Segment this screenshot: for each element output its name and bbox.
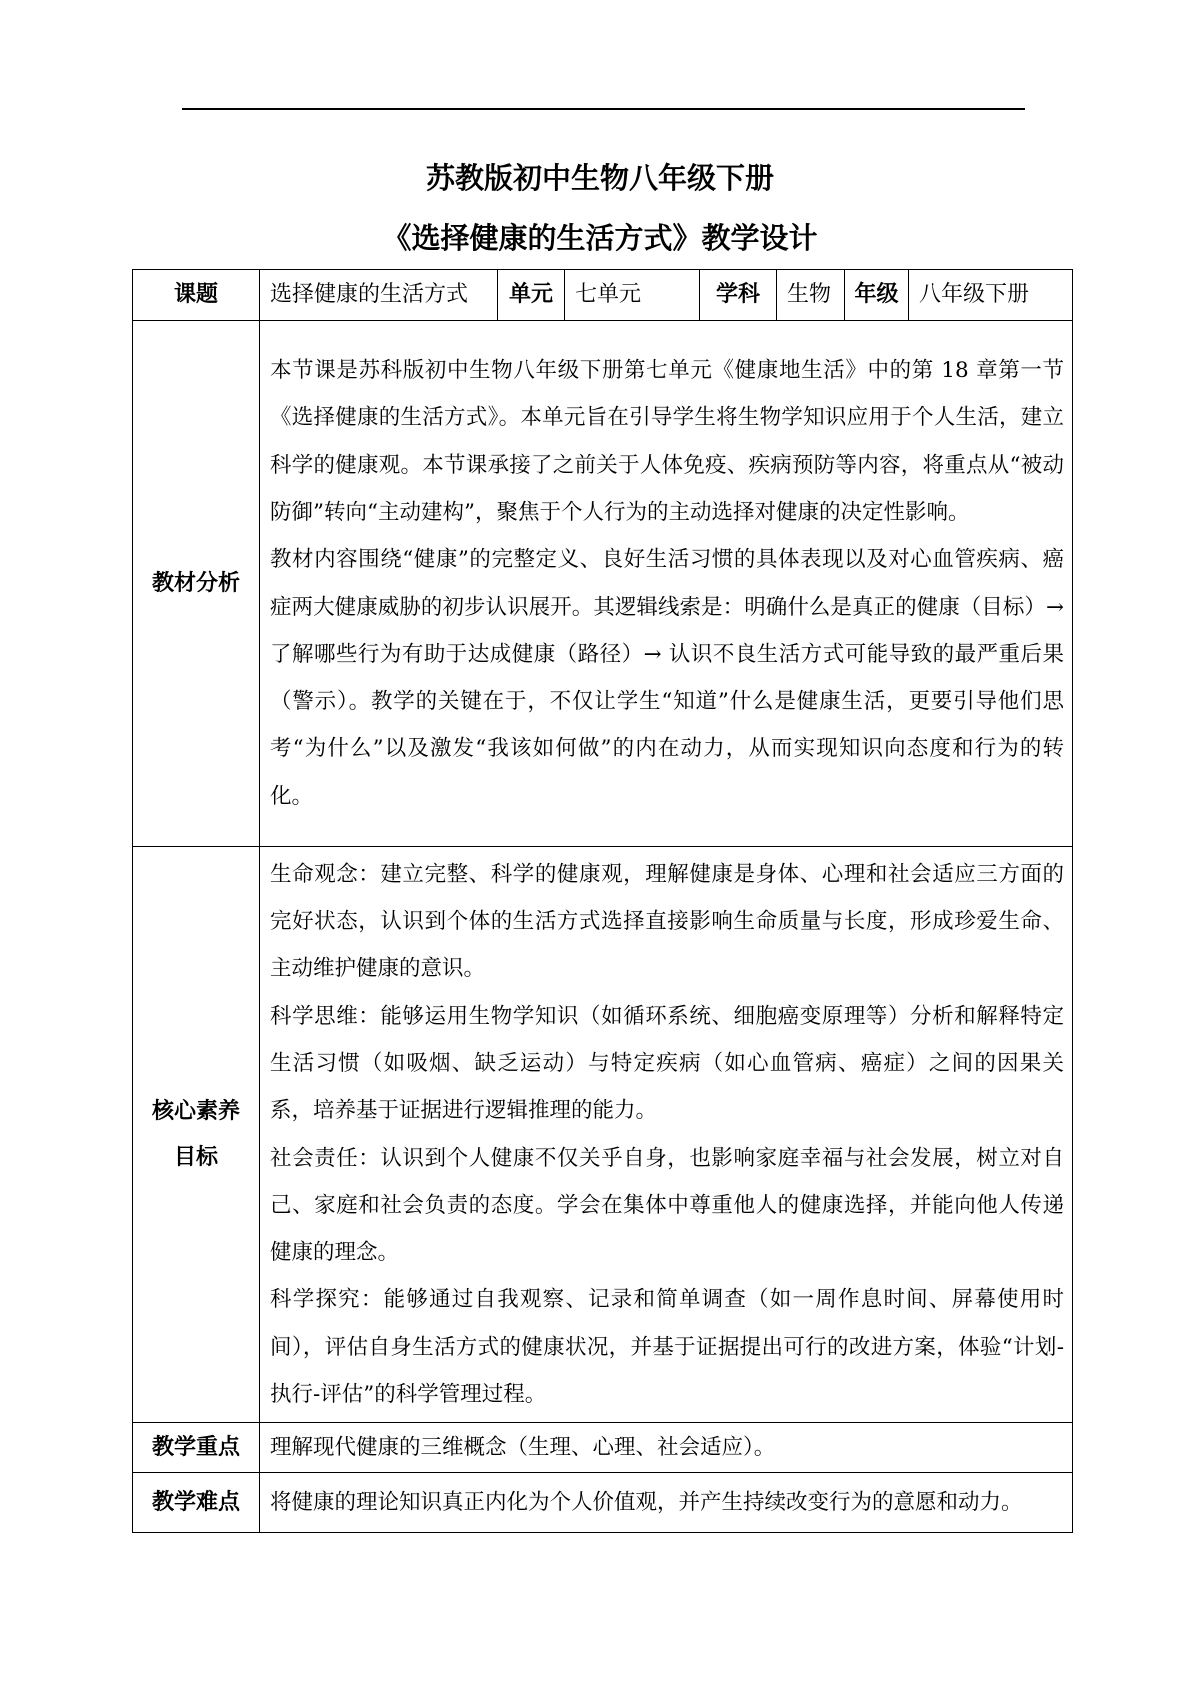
goals-label-line2: 目标 bbox=[173, 1144, 218, 1170]
goals-row bbox=[133, 847, 1073, 1423]
document-title-line1: 苏教版初中生物八年级下册 bbox=[425, 161, 774, 195]
goals-label-line1: 核心素养 bbox=[151, 1098, 240, 1124]
unit-label: 单元 bbox=[498, 270, 565, 321]
header-row bbox=[133, 270, 1073, 321]
topic-label: 课题 bbox=[133, 270, 260, 321]
goal-paragraph: 生命观念：建立完整、科学的健康观，理解健康是身体、心理和社会适应三方面的完好状态，认识到个体的生活方式选择直接影响生命质量与长度，形成珍爱生命、主动维护健康的意识。 bbox=[270, 861, 1064, 982]
unit-value: 七单元 bbox=[565, 270, 700, 321]
subject-label: 学科 bbox=[700, 270, 777, 321]
lesson-plan-table bbox=[132, 269, 1073, 1533]
goal-paragraph: 科学探究：能够通过自我观察、记录和简单调查（如一周作息时间、屏幕使用时间），评估自身生活方式的健康状况，并基于证据提出可行的改进方案，体验“计划-执行-评估”的科学管理过程。 bbox=[270, 1287, 1064, 1407]
header-rule bbox=[182, 108, 1025, 110]
key-point-text: 理解现代健康的三维概念（生理、心理、社会适应）。 bbox=[270, 1434, 776, 1460]
analysis-paragraph: 本节课是苏科版初中生物八年级下册第七单元《健康地生活》中的第 18 章第一节《选择健康的生活方式》。本单元旨在引导学生将生物学知识应用于个人生活，建立科学的健康观。本节课承接了之前关于人体免疫、疾病预防等内容，将重点从“被动防御”转向“主动建构”，聚焦于个人行为的主动选择对健康的决定性影响。 bbox=[270, 358, 1064, 525]
goals-content bbox=[260, 847, 1073, 1423]
analysis-paragraph: 教材内容围绕“健康”的完整定义、良好生活习惯的具体表现以及对心血管疾病、癌症两大健康威胁的初步认识展开。其逻辑线索是：明确什么是真正的健康（目标）→ 了解哪些行为有助于达成健康（路径）→ 认识不良生活方式可能导致的最严重后果（警示）。教学的关键在于，不仅让学生“知道”什么是健康生活，更要引导他们思考“为什么”以及激发“我该如何做”的内在动力，从而实现知识向态度和行为的转化。 bbox=[270, 547, 1064, 809]
key-point-label: 教学重点 bbox=[133, 1423, 260, 1473]
difficult-point-text: 将健康的理论知识真正内化为个人价值观，并产生持续改变行为的意愿和动力。 bbox=[270, 1489, 1023, 1515]
difficult-point-row bbox=[133, 1473, 1073, 1533]
difficult-point-content bbox=[260, 1473, 1073, 1533]
topic-value: 选择健康的生活方式 bbox=[260, 270, 498, 321]
goals-label bbox=[133, 847, 260, 1423]
document-title-line2: 《选择健康的生活方式》教学设计 bbox=[382, 221, 818, 255]
grade-value: 八年级下册 bbox=[909, 270, 1073, 321]
grade-label: 年级 bbox=[845, 270, 909, 321]
difficult-point-label: 教学难点 bbox=[133, 1473, 260, 1533]
goal-paragraph: 社会责任：认识到个人健康不仅关乎自身，也影响家庭幸福与社会发展，树立对自己、家庭和社会负责的态度。学会在集体中尊重他人的健康选择，并能向他人传递健康的理念。 bbox=[270, 1145, 1064, 1266]
goal-paragraph: 科学思维：能够运用生物学知识（如循环系统、细胞癌变原理等）分析和解释特定生活习惯（如吸烟、缺乏运动）与特定疾病（如心血管病、癌症）之间的因果关系，培养基于证据进行逻辑推理的能力。 bbox=[270, 1003, 1064, 1124]
subject-value: 生物 bbox=[777, 270, 845, 321]
analysis-content bbox=[260, 321, 1073, 847]
analysis-row bbox=[133, 321, 1073, 847]
key-point-content bbox=[260, 1423, 1073, 1473]
key-point-row bbox=[133, 1423, 1073, 1473]
analysis-label: 教材分析 bbox=[133, 321, 260, 847]
